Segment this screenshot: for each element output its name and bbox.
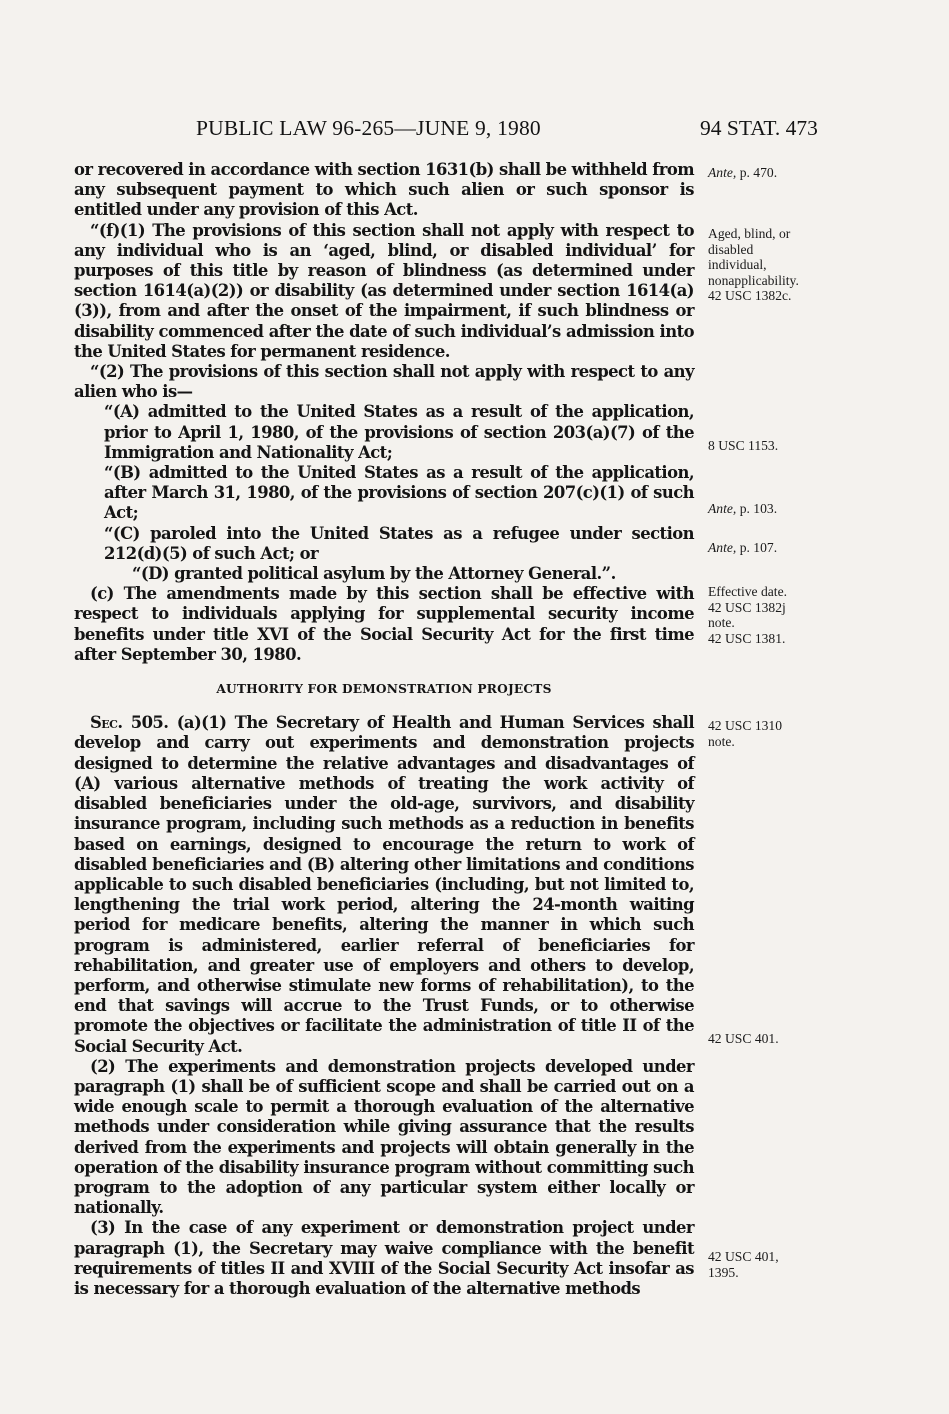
margin-note-ante-103 (708, 501, 777, 517)
margin-note-ante-107 (708, 540, 777, 556)
subparagraph-a: “(A) admitted to the United States as a result of the application, prior to April 1, 1980, of the provisions of section 203(a)(7) of the Immigration and Nationality Act; (104, 402, 694, 462)
section-505-a3: (3) In the case of any experiment or demonstration project under paragraph (1), the Secretary may waive compliance with the benefit requirements of titles II and XVIII of the Social Security Act insofar as is necessary for a thorough evaluation of the alternative methods (74, 1218, 694, 1298)
margin-note-effective-date: Effective date. 42 USC 1382j note. 42 USC 1381. (708, 584, 788, 646)
paragraph-c-effective: (c) The amendments made by this section shall be effective with respect to individuals applying for supplemental security income benefits under title XVI of the Social Security Act for the first time after September 30, 1980. (74, 584, 694, 664)
section-505-a2: (2) The experiments and demonstration projects developed under paragraph (1) shall be of sufficient scope and shall be carried out on a wide enough scale to permit a thorough evaluation of the alternative methods under consideration while giving assurance that the results derived from the experiments and projects will obtain generally in the operation of the disability insurance program without committing such program to the adoption of any particular system either locally or nationally. (74, 1056, 694, 1218)
margin-note-ante-103-page: p. 103. (736, 501, 778, 516)
subparagraph-b: “(B) admitted to the United States as a result of the application, after March 31, 1980, of the provisions of section 207(c)(1) of such Act; (104, 463, 694, 523)
margin-note-42usc401-1395: 42 USC 401, 1395. (708, 1249, 779, 1280)
margin-note-ante-470-italic: Ante, (708, 165, 737, 180)
paragraph-f2: “(2) The provisions of this section shall not apply with respect to any alien who is— (74, 362, 694, 402)
section-505-a1-text: (a)(1) The Secretary of Health and Human Services shall develop and carry out experiments and demonstration projects designed to determine the relative advantages and disadvantages of (A) various alternative methods of treating the work activity of disabled beneficiaries under the old-age, survivors, and disability insurance program, including such methods as a reduction in benefits based on earnings, designed to encourage the return to work of disabled beneficiaries and (B) altering other limitations and conditions applicable to such disabled beneficiaries (including, but not limited to, lengthening the trial work period, altering the 24-month waiting period for medicare benefits, altering the manner in which such program is administered, earlier referral of beneficiaries for rehabilitation, and greater use of employers and others to develop, perform, and otherwise stimulate new forms of rehabilitation), to the end that savings will accrue to the Trust Funds, or to otherwise promote the objectives or facilitate the administration of title II of the Social Security Act. (74, 713, 695, 1056)
margin-note-ante-470 (708, 165, 777, 181)
statute-text (74, 160, 694, 1299)
section-505-a1 (74, 713, 694, 1056)
subparagraph-c: “(C) paroled into the United States as a refugee under section 212(d)(5) of such Act; or (104, 523, 694, 563)
margin-note-ante-107-page: p. 107. (736, 540, 778, 555)
margin-note-42usc1310: 42 USC 1310 note. (708, 718, 783, 749)
paragraph-f1: “(f)(1) The provisions of this section shall not apply with respect to any individual who is an ‘aged, blind, or disabled individual’ for purposes of this title by reason of blindness (as determined under section 1614(a)(2)) or disability (as determined under section 1614(a)(3)), from and after the onset of the impairment, if such blindness or disability commenced after the date of such individual’s admission into the United States for permanent residence. (74, 220, 694, 361)
paragraph-continuation: or recovered in accordance with section 1631(b) shall be withheld from any subsequent payment to which such alien or such sponsor is entitled under any provision of this Act. (74, 160, 694, 220)
margin-note-aged-blind: Aged, blind, or disabled individual, nonapplicability. 42 USC 1382c. (708, 226, 799, 304)
margin-note-8usc1153: 8 USC 1153. (708, 438, 779, 453)
margin-note-ante-107-italic: Ante, (708, 540, 737, 555)
page-stat-number: 94 STAT. 473 (700, 116, 818, 140)
margin-note-ante-470-page: p. 470. (736, 165, 778, 180)
margin-note-42usc401: 42 USC 401. (708, 1031, 779, 1046)
section-heading: AUTHORITY FOR DEMONSTRATION PROJECTS (216, 682, 552, 697)
subparagraph-d: “(D) granted political asylum by the Attorney General.”. (132, 564, 616, 584)
margin-note-ante-103-italic: Ante, (708, 501, 737, 516)
section-label: Sec. 505. (90, 713, 169, 733)
running-header-title: PUBLIC LAW 96-265—JUNE 9, 1980 (196, 116, 541, 140)
